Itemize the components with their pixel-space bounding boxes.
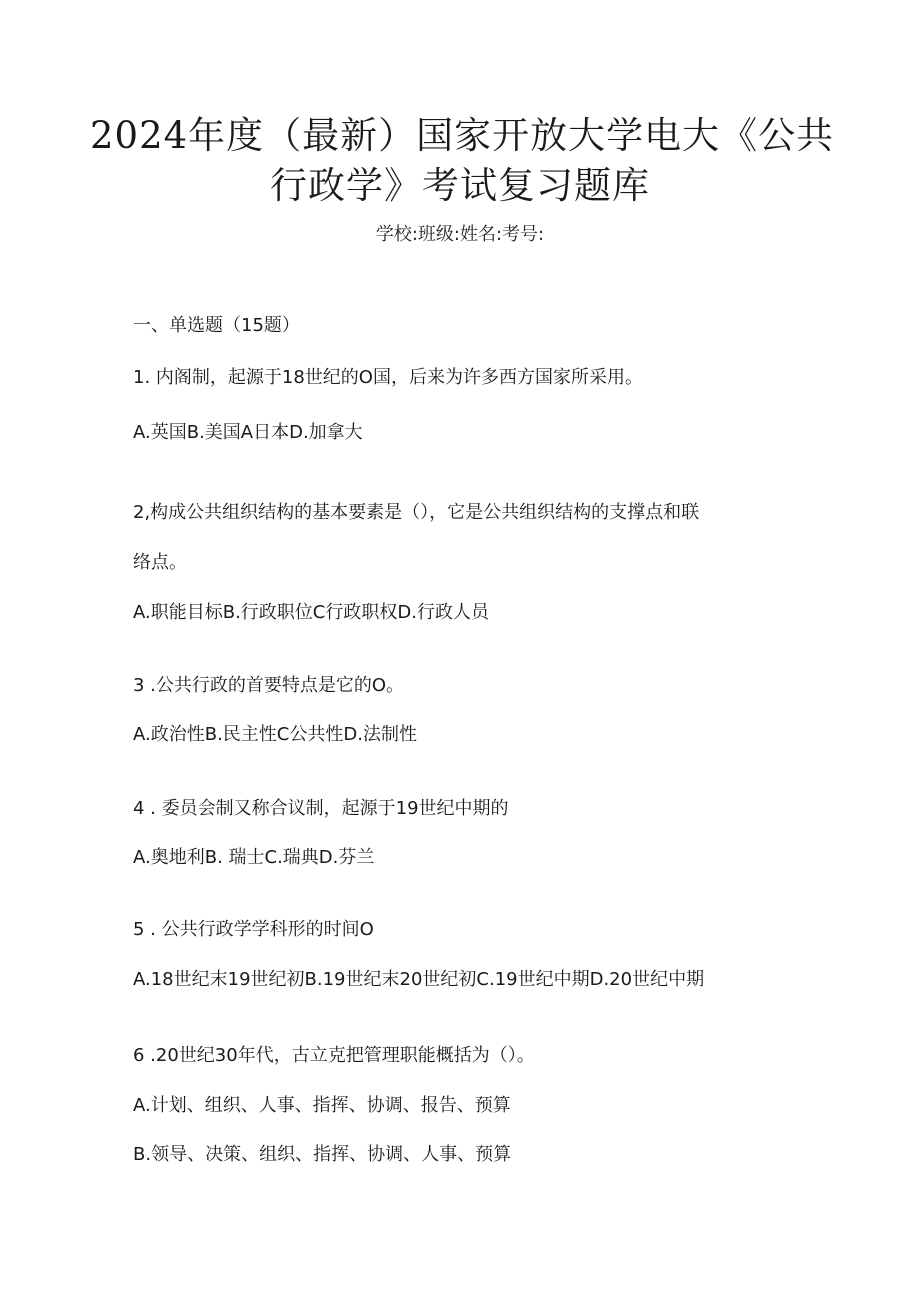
student-info-line: 学校:班级:姓名:考号: [375, 224, 545, 245]
question-6-option-a: A.计划、组织、人事、指挥、协调、报告、预算 [133, 1095, 511, 1116]
section-heading: 一、单选题（15题） [133, 315, 300, 336]
question-3-options: A.政治性B.民主性C公共性D.法制性 [133, 724, 417, 745]
question-4-options: A.奥地利B. 瑞士C.瑞典D.芬兰 [133, 847, 375, 868]
question-2-text: 2,构成公共组织结构的基本要素是（），它是公共组织结构的支撑点和联 [133, 502, 700, 523]
document-title-line-1: 2024年度（最新）国家开放大学电大《公共 [90, 114, 835, 157]
question-6-option-b: B.领导、决策、组织、指挥、协调、人事、预算 [133, 1144, 512, 1165]
question-2-text-cont: 络点。 [133, 552, 187, 573]
question-6-text: 6 .20世纪30年代，古立克把管理职能概括为（）。 [133, 1045, 535, 1066]
document-title-line-2: 行政学》考试复习题库 [270, 164, 650, 207]
question-5-text: 5 . 公共行政学学科形的时间O [133, 919, 374, 940]
question-1-options: A.英国B.美国A日本D.加拿大 [133, 422, 363, 443]
question-3-text: 3 .公共行政的首要特点是它的O。 [133, 675, 405, 696]
question-2-options: A.职能目标B.行政职位C行政职权D.行政人员 [133, 602, 489, 623]
question-4-text: 4 . 委员会制又称合议制，起源于19世纪中期的 [133, 798, 509, 819]
question-1-text: 1. 内阁制，起源于18世纪的O国，后来为许多西方国家所采用。 [133, 367, 643, 388]
question-5-options: A.18世纪末19世纪初B.19世纪末20世纪初C.19世纪中期D.20世纪中期 [133, 969, 705, 990]
